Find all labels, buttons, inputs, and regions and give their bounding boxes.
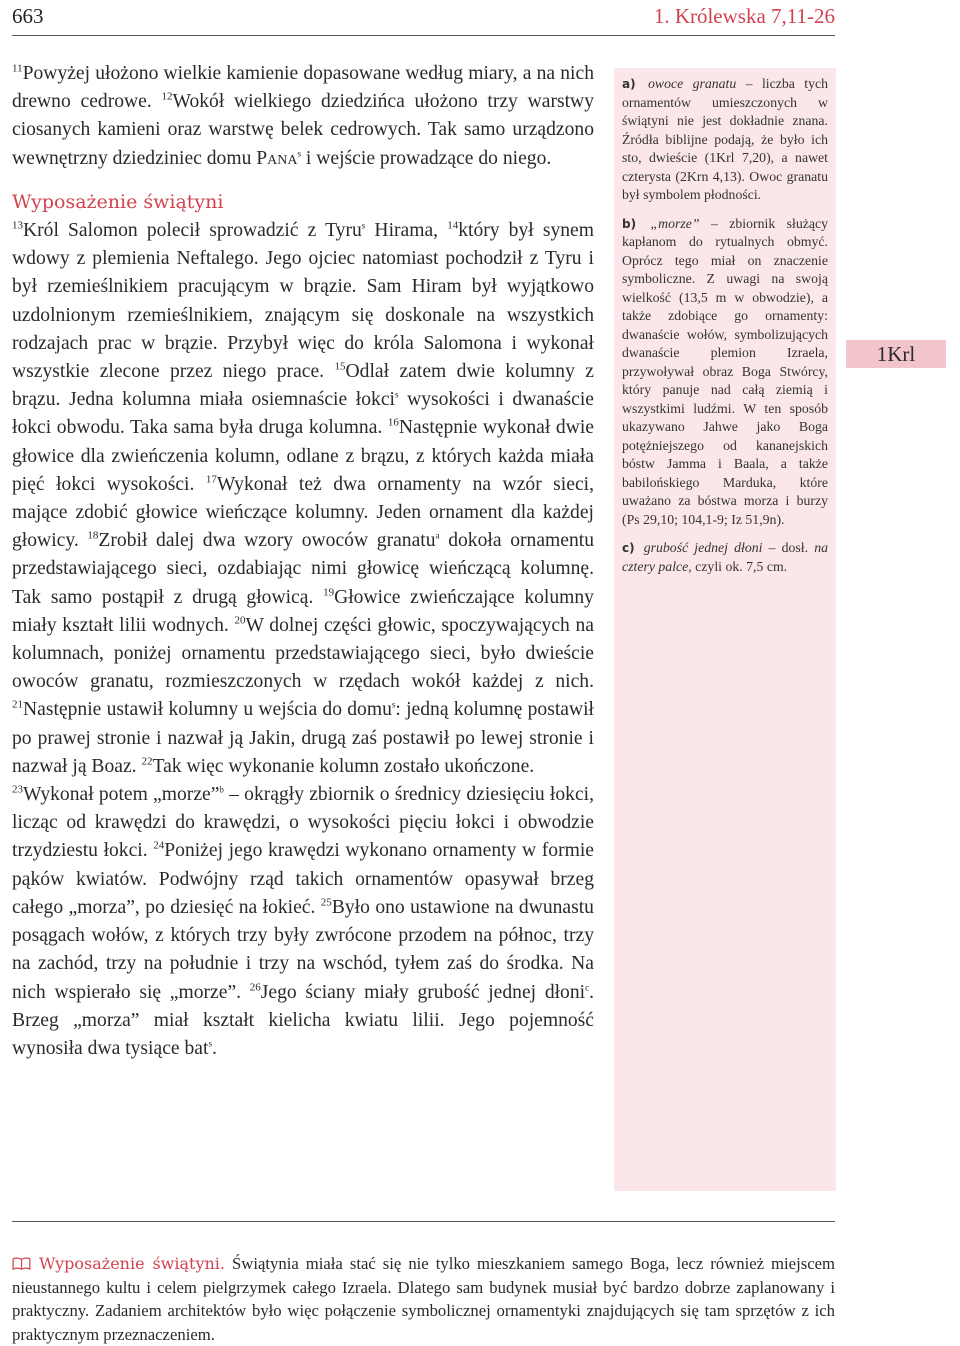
footnote <box>622 75 828 205</box>
verse-number: 22 <box>141 755 153 768</box>
commentary-heading: Wyposażenie świątyni. <box>39 1254 226 1273</box>
footnote-term: grubość jednej dłoni <box>643 540 763 555</box>
verse-text: Głowice zwieńczające kolumny miały kształt lilii wodnych. <box>12 586 594 636</box>
footnote-text: – liczba tych ornamentów umieszczonych w świątyni nie jest dokładnie znana. Źródła biblijne podają, że było ich sto, dwieście (1Krl 7,20), a nawet czterysta (2Krn 4,13). Owoc granatu był symbolem płodności. <box>622 76 829 202</box>
verse-text: Król Salomon polecił sprowadzić z Tyru <box>23 220 362 242</box>
verse-text: dokoła ornamentu przedstawiającego sieci, ozdabiając nimi głowicę wieńczącą kolumnę. Tak samo postąpił z drugą głowicą. <box>12 530 594 608</box>
divine-name: Pana <box>256 147 298 169</box>
footnote-letter: b) <box>622 216 637 231</box>
verse-text: – okrągły zbiornik o średnicy dziesięciu łokci, licząc od krawędzi do krawędzi, o wysokości pięciu łokci i obwodzie trzydziestu łokci. <box>12 784 595 862</box>
footnote-letter: a) <box>622 77 636 91</box>
section-paragraph <box>12 781 594 1063</box>
commentary-box <box>12 1252 835 1346</box>
glossary-marker: s <box>297 148 302 159</box>
glossary-marker: s <box>361 220 366 231</box>
verse-number: 25 <box>320 896 332 909</box>
verse-text: Wokół wielkiego dziedzińca ułożono trzy warstwy ciosanych kamieni oraz warstwę belek cedrowych. Tak samo urządzono wewnętrzny dziedziniec domu <box>12 91 594 169</box>
footnote-term: na cztery palce <box>622 540 828 574</box>
margin-book-tab: 1Krl <box>846 340 946 368</box>
footnote-letter: c) <box>622 541 635 555</box>
verse-number: 26 <box>249 980 261 993</box>
verse-number: 15 <box>334 360 346 373</box>
verse-text: . Brzeg „morza” miał kształt kielicha kwiatu lilii. Jego pojemność wynosiła dwa tysiące bat <box>12 981 594 1059</box>
verse-text: Jego ściany miały grubość jednej dłoni <box>260 981 586 1003</box>
verse-text: wysokości i dwanaście łokci obwodu. Taka sama była druga kolumna. <box>12 389 595 439</box>
verse-text: Wykonał potem „morze” <box>23 784 220 806</box>
footnote-text: – dosł. <box>762 540 815 555</box>
verse-number: 24 <box>153 839 165 852</box>
verse-number: 18 <box>87 529 99 542</box>
verse-number: 17 <box>205 473 217 486</box>
footnote-marker: c <box>585 981 590 992</box>
verse-text: Zrobił dalej dwa wzory owoców granatu <box>98 530 436 552</box>
verse-number: 21 <box>12 698 23 711</box>
verse-text: Następnie ustawił kolumny u wejścia do domu <box>23 699 392 721</box>
intro-paragraph <box>12 60 594 173</box>
commentary-paragraph <box>12 1252 835 1346</box>
footnote-marker: b <box>219 784 224 795</box>
footnote <box>622 539 828 576</box>
verse-text: Poniżej jego krawędzi wykonano ornamenty w formie pąków kwiatów. Podwójny rząd takich ornamentów opasywał brzeg całego „morza”, po dziesięć na łokieć. <box>12 840 594 918</box>
running-head: 1. Królewska 7,11-26 <box>653 4 835 28</box>
footer-rule <box>12 1221 835 1222</box>
header-rule <box>12 35 835 36</box>
footnote-text: – zbiornik służący kapłanom do rytualnych obmyć. Oprócz tego miał on znaczenie symboliczne. Z uwagi na swoją wielkość (13,5 m w obwodzie), a także zdobiące go ornamenty: dwanaście wołów, symbolizujących dwanaście plemion Izraela, przywoływał obraz Boga Stwórcy, który panuje nad całą ziemią i wszystkimi ludźmi. W ten sposób ukazywano Jahwe jako Boga potężniejszego od kananejskich bóstw Jamma i Baala, a także babilońskiego Marduka, które uważano za bóstwa morza i burzy (Ps 29,10; 104,1-9; Iz 51,9n). <box>622 215 828 527</box>
verse-text: Było ono ustawione na dwunastu posągach wołów, z których trzy były zwrócone przodem na północ, trzy na zachód, trzy na południe i trzy na wschód, tyłem zaś do środka. Na nich wspierało się „morze”. <box>12 896 594 1003</box>
verse-text: który był synem wdowy z plemienia Neftalego. Jego ojciec natomiast pochodził z Tyru i był rzemieślnikiem pracującym w brązie. Sam Hiram był wyjątkowo uzdolnionym rzemieślnikiem, znającym się doskonale na wszystkich rodzajach prac w brązie. Przybył więc do króla Salomona i wykonał wszystkie zlecone przez niego prace. <box>12 220 594 383</box>
verse-text: W dolnej części głowic, spoczywających na kolumnach, poniżej ornamentu przedstawiającego sieci, było dwieście owoców granatu, rozmieszczonych w rzędach wokół każdej z nich. <box>12 614 594 693</box>
commentary-text: Świątynia miała stać się nie tylko mieszkaniem samego Boga, lecz również miejscem nieustannego kultu i celem pielgrzymek całego Izraela. Dlatego sam budynek musiał być bardzo dobrze zaplanowany i praktyczny. Zadaniem architektów było więc połączenie symbolicznej ornamentyki znajdujących się tam sprzętów z ich praktycznym przeznaczeniem. <box>12 1254 836 1344</box>
section-heading: Wyposażenie świątyni <box>12 190 224 213</box>
verse-text: Następnie wykonał dwie głowice dla zwieńczenia kolumn, odlane z brązu, z których każda miała pięć łokci wysokości. <box>12 417 594 495</box>
glossary-marker: s <box>391 699 396 710</box>
page-number: 663 <box>12 4 44 28</box>
verse-number: 11 <box>12 62 23 75</box>
verse-text: Powyżej ułożono wielkie kamienie dopasowane według miary, a na nich drewno cedrowe. <box>12 63 594 113</box>
verse-text: Hirama, <box>365 220 448 242</box>
open-book-icon <box>12 1257 31 1270</box>
verse-text: : jedną kolumnę postawił po prawej stronie i nazwał ją Jakin, drugą zaś postawił po lewej stronie i nazwał ją Boaz. <box>12 699 594 777</box>
glossary-marker: s <box>394 389 399 400</box>
verse-number: 12 <box>161 90 173 103</box>
verse-text: Tak więc wykonanie kolumn zostało ukończone. <box>152 755 535 777</box>
verse-text: Odlał zatem dwie kolumny z brązu. Jedna kolumna miała osiemnaście łokci <box>12 361 594 411</box>
footnote-term: „morze” <box>650 215 700 231</box>
section-paragraph <box>12 217 594 781</box>
verse-number: 14 <box>447 219 459 232</box>
verse-number: 16 <box>387 416 399 429</box>
verse-number: 13 <box>12 219 23 232</box>
verse-number: 23 <box>12 783 23 796</box>
footnote <box>622 215 828 530</box>
footnotes-panel <box>614 68 836 1191</box>
glossary-marker: s <box>208 1038 212 1049</box>
verse-text: Wykonał też dwa ornamenty na wzór sieci, mające zdobić głowice wieńczące kolumny. Jeden ornament dla każdej głowicy. <box>12 473 594 552</box>
verse-number: 20 <box>234 614 246 627</box>
footnote-marker: a <box>435 530 440 541</box>
verse-text: i wejście prowadzące do niego. <box>301 147 552 169</box>
footnote-text: , czyli ok. 7,5 cm. <box>688 558 788 574</box>
main-text <box>12 60 594 1063</box>
verse-number: 19 <box>323 586 335 599</box>
footnote-term: owoce granatu <box>647 76 737 91</box>
verse-text: . <box>211 1037 217 1059</box>
